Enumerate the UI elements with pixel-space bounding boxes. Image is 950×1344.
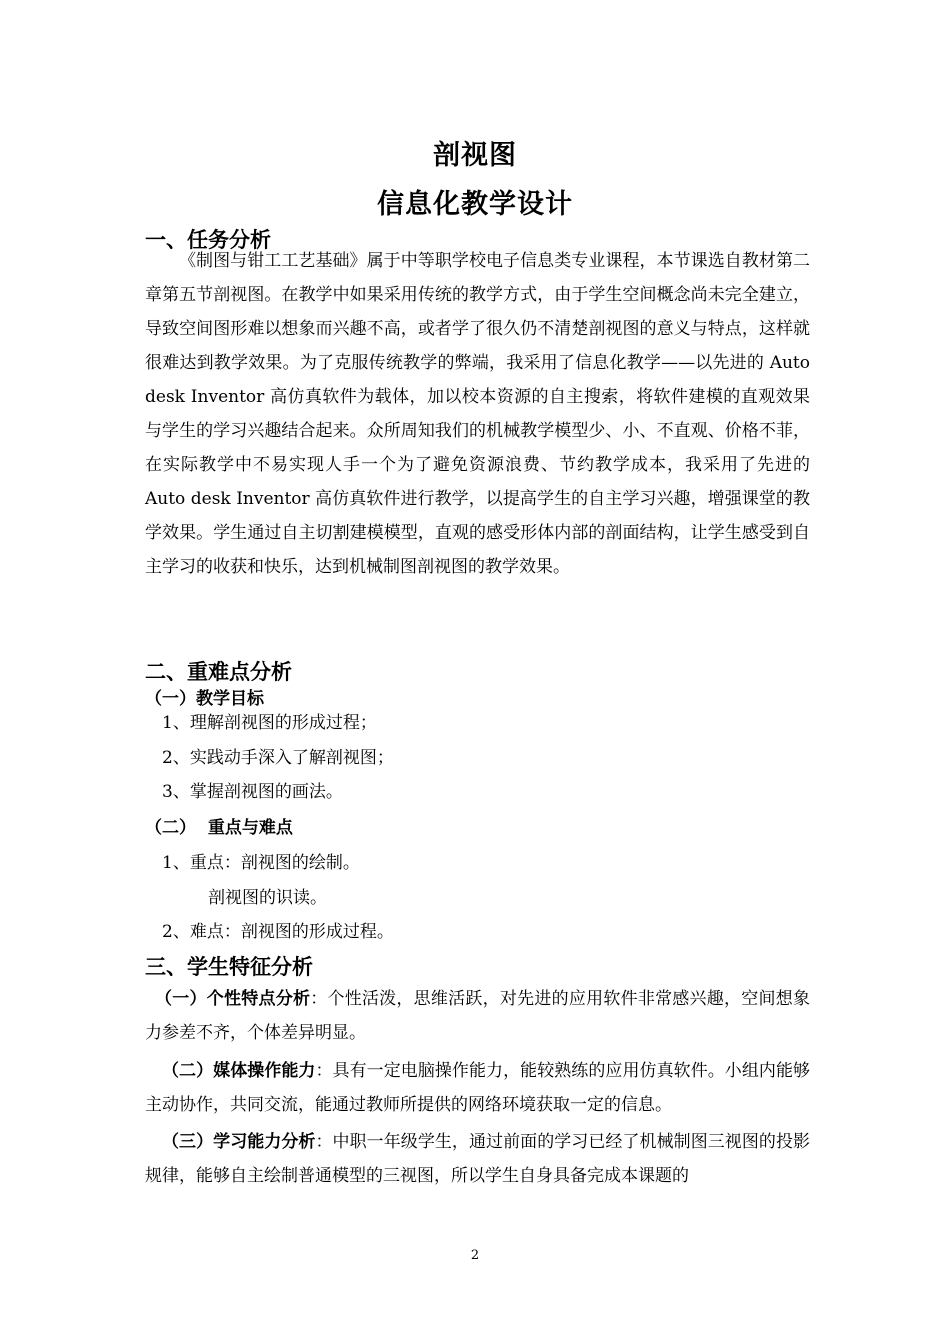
key-point-continuation: 剖视图的识读。 (208, 888, 327, 908)
media-ability-lead: （二）媒体操作能力 (162, 1061, 316, 1081)
learning-ability-text: ：中职一年级学生，通过前面的学习已经了机械制图三视图的投影规律，能够自主绘制普通模型的三视图，所以学生自身具备完成本课题的 (145, 1132, 811, 1186)
personality-text: ：个性活泼，思维活跃，对先进的应用软件非常感兴趣，空间想象力参差不齐，个体差异明显。 (145, 989, 811, 1043)
page-number: 2 (470, 1248, 480, 1263)
media-ability-paragraph (145, 1054, 810, 1122)
learning-ability-paragraph (145, 1125, 810, 1193)
goal-item-2: 2、实践动手深入了解剖视图； (162, 748, 394, 768)
task-analysis-paragraph: 《制图与钳工工艺基础》属于中等职学校电子信息类专业课程，本节课选自教材第二章第五节剖视图。在教学中如果采用传统的教学方式，由于学生空间概念尚未完全建立，导致空间图形难以想象而兴趣不高，或者学了很久仍不清楚剖视图的意义与特点，这样就很难达到教学效果。为了克服传统教学的弊端，我采用了信息化教学——以先进的 Auto desk Inventor 高仿真软件为载体，加以校本资源的自主搜索，将软件建模的直观效果与学生的学习兴趣结合起来。众所周知我们的机械教学模型少、小、不直观、价格不菲，在实际教学中不易实现人手一个为了避免资源浪费、节约教学成本，我采用了先进的 Auto desk Inventor 高仿真软件进行教学，以提高学生的自主学习兴趣，增强课堂的教学效果。学生通过自主切割建模模型，直观的感受形体内部的剖面结构，让学生感受到自主学习的收获和快乐，达到机械制图剖视图的教学效果。 (145, 251, 810, 577)
key-point-item: 1、重点：剖视图的绘制。 (162, 853, 360, 873)
media-ability-text: ：具有一定电脑操作能力，能较熟练的应用仿真软件。小组内能够主动协作，共同交流，能通过教师所提供的网络环境获取一定的信息。 (145, 1061, 811, 1115)
learning-ability-lead: （三）学习能力分析 (162, 1132, 316, 1152)
section-heading-key-points: 二、重难点分析 (145, 660, 292, 684)
section-heading-task-analysis: 一、任务分析 (145, 228, 271, 252)
personality-lead: （一）个性特点分析 (155, 989, 311, 1009)
doc-title: 剖视图 (433, 140, 517, 171)
difficult-point-item: 2、难点：剖视图的形成过程。 (162, 922, 394, 942)
goal-item-1: 1、理解剖视图的形成过程； (162, 713, 377, 733)
personality-paragraph (145, 982, 810, 1050)
subheading-key-difficult: （二） 重点与难点 (145, 818, 293, 838)
doc-subtitle: 信息化教学设计 (377, 189, 573, 220)
section-heading-student-analysis: 三、学生特征分析 (145, 955, 313, 979)
subheading-teaching-goals: （一）教学目标 (145, 689, 264, 709)
goal-item-3: 3、掌握剖视图的画法。 (162, 782, 343, 802)
